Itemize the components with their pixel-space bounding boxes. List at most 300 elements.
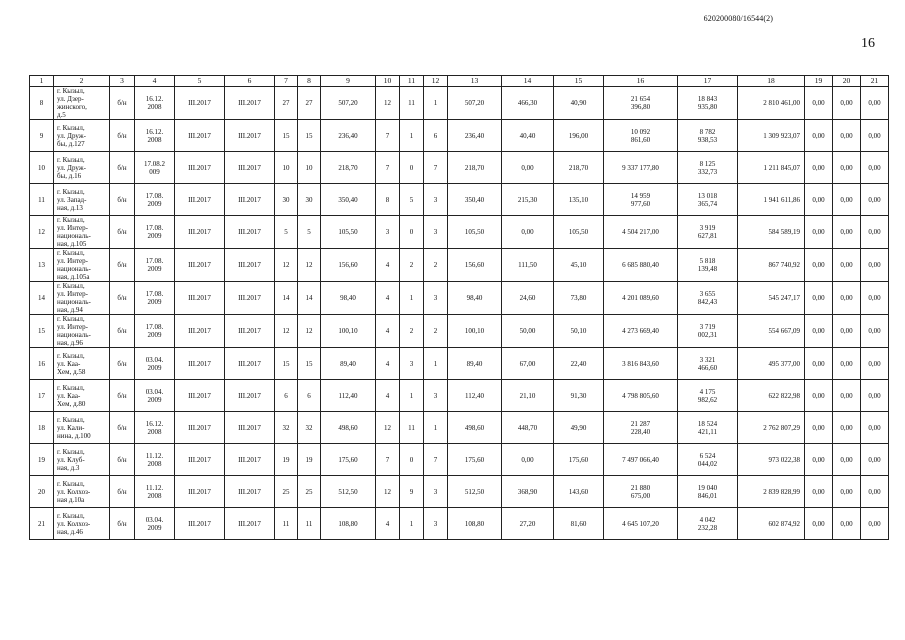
table-cell: 0,00 xyxy=(861,282,889,315)
column-header: 3 xyxy=(110,76,135,87)
table-cell: 15 xyxy=(298,348,321,380)
table-cell: III.2017 xyxy=(225,87,275,120)
column-header: 20 xyxy=(833,76,861,87)
table-cell: 0,00 xyxy=(861,348,889,380)
table-cell: III.2017 xyxy=(175,249,225,282)
table-cell: г. Кызыл, ул. Запад- ная, д.13 xyxy=(54,184,110,216)
table-cell: 1 xyxy=(400,380,424,412)
table-cell: 10 xyxy=(275,152,298,184)
table-cell: 3 321 466,60 xyxy=(678,348,738,380)
table-row xyxy=(30,184,889,216)
table-cell: III.2017 xyxy=(225,476,275,508)
table-cell: III.2017 xyxy=(225,184,275,216)
table-cell: 13 018 365,74 xyxy=(678,184,738,216)
table-cell: 8 782 938,53 xyxy=(678,120,738,152)
table-cell: 108,80 xyxy=(448,508,502,540)
table-cell: 4 798 805,60 xyxy=(604,380,678,412)
table-cell: 0,00 xyxy=(861,444,889,476)
table-cell: 0,00 xyxy=(861,508,889,540)
table-cell: 156,60 xyxy=(448,249,502,282)
table-cell: 50,10 xyxy=(554,315,604,348)
table-cell: 236,40 xyxy=(321,120,376,152)
table-cell: III.2017 xyxy=(175,315,225,348)
table-cell: III.2017 xyxy=(225,348,275,380)
table-cell: 21 880 675,00 xyxy=(604,476,678,508)
table-cell: 0,00 xyxy=(861,476,889,508)
table-cell: 12 xyxy=(30,216,54,249)
table-cell: 19 xyxy=(30,444,54,476)
table-cell: 45,10 xyxy=(554,249,604,282)
table-cell: III.2017 xyxy=(225,216,275,249)
table-cell: 4 xyxy=(376,348,400,380)
table-cell: III.2017 xyxy=(175,152,225,184)
table-cell: 512,50 xyxy=(321,476,376,508)
table-cell: 11 xyxy=(298,508,321,540)
table-cell: 7 xyxy=(424,444,448,476)
table-cell: 2 839 828,99 xyxy=(738,476,805,508)
table-cell: 91,30 xyxy=(554,380,604,412)
table-cell: 0,00 xyxy=(805,508,833,540)
table-cell: 4 xyxy=(376,315,400,348)
table-cell: 5 xyxy=(275,216,298,249)
table-cell: 507,20 xyxy=(448,87,502,120)
table-cell: 0,00 xyxy=(833,87,861,120)
table-cell: 236,40 xyxy=(448,120,502,152)
table-row xyxy=(30,249,889,282)
table-cell: 0,00 xyxy=(502,216,554,249)
table-cell: 6 xyxy=(424,120,448,152)
table-cell: III.2017 xyxy=(175,216,225,249)
column-header: 19 xyxy=(805,76,833,87)
table-cell: 0,00 xyxy=(833,348,861,380)
table-cell: 2 xyxy=(400,315,424,348)
table-cell: г. Кызыл, ул. Интер- националь- ная, д.105 xyxy=(54,216,110,249)
table-cell: III.2017 xyxy=(225,412,275,444)
table-cell: 89,40 xyxy=(448,348,502,380)
table-cell: 6 xyxy=(275,380,298,412)
table-cell: III.2017 xyxy=(175,120,225,152)
table-cell: 0 xyxy=(400,216,424,249)
table-cell: 0,00 xyxy=(861,152,889,184)
table-cell: III.2017 xyxy=(225,508,275,540)
table-cell: III.2017 xyxy=(225,444,275,476)
table-cell: 19 xyxy=(275,444,298,476)
table-cell: 40,90 xyxy=(554,87,604,120)
table-cell: б/н xyxy=(110,476,135,508)
table-row xyxy=(30,508,889,540)
table-cell: 19 040 846,01 xyxy=(678,476,738,508)
table-cell: 0,00 xyxy=(805,348,833,380)
table-header-row xyxy=(30,76,889,87)
column-header: 14 xyxy=(502,76,554,87)
table-cell: 545 247,17 xyxy=(738,282,805,315)
table-cell: 4 273 669,40 xyxy=(604,315,678,348)
table-cell: г. Кызыл, ул. Колхоз- ная, д.46 xyxy=(54,508,110,540)
table-cell: 105,50 xyxy=(554,216,604,249)
table-cell: 20 xyxy=(30,476,54,508)
table-cell: 4 175 982,62 xyxy=(678,380,738,412)
table-cell: III.2017 xyxy=(175,184,225,216)
table-cell: 11 xyxy=(30,184,54,216)
table-cell: III.2017 xyxy=(175,444,225,476)
table-cell: 2 810 461,00 xyxy=(738,87,805,120)
table-cell: 12 xyxy=(298,315,321,348)
table-cell: 16.12. 2008 xyxy=(135,120,175,152)
table-cell: 49,90 xyxy=(554,412,604,444)
table-cell: 21,10 xyxy=(502,380,554,412)
table-cell: 584 589,19 xyxy=(738,216,805,249)
table-cell: б/н xyxy=(110,412,135,444)
table-cell: 112,40 xyxy=(448,380,502,412)
table-cell: 17.08. 2009 xyxy=(135,184,175,216)
table-cell: 5 xyxy=(298,216,321,249)
table-cell: 4 645 107,20 xyxy=(604,508,678,540)
table-row xyxy=(30,120,889,152)
table-cell: 3 xyxy=(376,216,400,249)
table-cell: 218,70 xyxy=(448,152,502,184)
table-cell: 03.04. 2009 xyxy=(135,348,175,380)
table-cell: III.2017 xyxy=(175,412,225,444)
table-cell: 0,00 xyxy=(861,380,889,412)
table-cell: 6 524 044,02 xyxy=(678,444,738,476)
table-cell: III.2017 xyxy=(225,249,275,282)
table-cell: 218,70 xyxy=(554,152,604,184)
table-cell: г. Кызыл, ул. Интер- националь- ная, д.94 xyxy=(54,282,110,315)
table-cell: 867 740,92 xyxy=(738,249,805,282)
table-cell: 507,20 xyxy=(321,87,376,120)
table-cell: 368,90 xyxy=(502,476,554,508)
table-cell: 14 959 977,60 xyxy=(604,184,678,216)
table-cell: 112,40 xyxy=(321,380,376,412)
table-cell: 9 337 177,80 xyxy=(604,152,678,184)
table-cell: 4 201 089,60 xyxy=(604,282,678,315)
table-cell: 16.12. 2008 xyxy=(135,87,175,120)
table-cell: 16 xyxy=(30,348,54,380)
table-cell: 3 xyxy=(424,380,448,412)
table-cell: 0,00 xyxy=(861,87,889,120)
table-cell: 16.12. 2008 xyxy=(135,412,175,444)
table-cell: 100,10 xyxy=(321,315,376,348)
table-cell: г. Кызыл, ул. Каа- Хем, д.80 xyxy=(54,380,110,412)
table-cell: 12 xyxy=(275,315,298,348)
table-cell: б/н xyxy=(110,444,135,476)
table-cell: 1 211 845,07 xyxy=(738,152,805,184)
table-cell: б/н xyxy=(110,315,135,348)
table-cell: 554 667,09 xyxy=(738,315,805,348)
table-row xyxy=(30,476,889,508)
table-cell: 27 xyxy=(298,87,321,120)
table-cell: 0,00 xyxy=(833,380,861,412)
table-cell: 0,00 xyxy=(833,152,861,184)
table-cell: б/н xyxy=(110,87,135,120)
table-cell: 111,50 xyxy=(502,249,554,282)
table-cell: III.2017 xyxy=(175,282,225,315)
table-cell: б/н xyxy=(110,249,135,282)
table-cell: 12 xyxy=(298,249,321,282)
table-cell: 15 xyxy=(275,120,298,152)
table-cell: 27,20 xyxy=(502,508,554,540)
column-header: 10 xyxy=(376,76,400,87)
table-cell: г. Кызыл, ул. Друж- бы, д.127 xyxy=(54,120,110,152)
table-cell: 0,00 xyxy=(833,508,861,540)
table-cell: 6 xyxy=(298,380,321,412)
table-row xyxy=(30,348,889,380)
table-cell: 98,40 xyxy=(448,282,502,315)
table-cell: г. Кызыл, ул. Интер- националь- ная, д.105а xyxy=(54,249,110,282)
table-cell: 100,10 xyxy=(448,315,502,348)
table-cell: 5 818 139,48 xyxy=(678,249,738,282)
column-header: 12 xyxy=(424,76,448,87)
table-cell: 3 655 842,43 xyxy=(678,282,738,315)
table-cell: 3 919 627,81 xyxy=(678,216,738,249)
table-cell: г. Кызыл, ул. Кали- нина, д.100 xyxy=(54,412,110,444)
column-header: 15 xyxy=(554,76,604,87)
table-row xyxy=(30,216,889,249)
table-cell: 0,00 xyxy=(861,120,889,152)
table-cell: 135,10 xyxy=(554,184,604,216)
table-row xyxy=(30,87,889,120)
table-cell: 9 xyxy=(400,476,424,508)
table-cell: 602 874,92 xyxy=(738,508,805,540)
table-cell: 10 xyxy=(30,152,54,184)
table-cell: 15 xyxy=(275,348,298,380)
table-cell: 0,00 xyxy=(833,315,861,348)
table-cell: 2 xyxy=(400,249,424,282)
table-cell: 156,60 xyxy=(321,249,376,282)
table-cell: 2 762 807,29 xyxy=(738,412,805,444)
table-cell: 105,50 xyxy=(448,216,502,249)
column-header: 16 xyxy=(604,76,678,87)
table-cell: 4 xyxy=(376,282,400,315)
table-cell: 18 xyxy=(30,412,54,444)
table-cell: 18 843 935,80 xyxy=(678,87,738,120)
table-cell: 1 xyxy=(424,412,448,444)
table-cell: 175,60 xyxy=(321,444,376,476)
table-cell: 0,00 xyxy=(833,184,861,216)
table-row xyxy=(30,380,889,412)
table-cell: 3 xyxy=(424,184,448,216)
table-cell: 40,40 xyxy=(502,120,554,152)
table-cell: 3 xyxy=(424,508,448,540)
table-cell: 25 xyxy=(298,476,321,508)
table-cell: 30 xyxy=(275,184,298,216)
table-cell: 0,00 xyxy=(833,282,861,315)
table-cell: 1 309 923,07 xyxy=(738,120,805,152)
table-cell: 4 504 217,00 xyxy=(604,216,678,249)
table-cell: 175,60 xyxy=(448,444,502,476)
table-cell: 218,70 xyxy=(321,152,376,184)
table-cell: 0,00 xyxy=(833,476,861,508)
table-cell: 8 xyxy=(30,87,54,120)
table-cell: 6 685 880,40 xyxy=(604,249,678,282)
column-header: 18 xyxy=(738,76,805,87)
column-header: 13 xyxy=(448,76,502,87)
table-cell: 27 xyxy=(275,87,298,120)
table-cell: 32 xyxy=(298,412,321,444)
table-cell: г. Кызыл, ул. Каа- Хем, д.58 xyxy=(54,348,110,380)
table-cell: 21 287 228,40 xyxy=(604,412,678,444)
table-cell: 25 xyxy=(275,476,298,508)
table-cell: 15 xyxy=(30,315,54,348)
table-cell: 498,60 xyxy=(321,412,376,444)
table-cell: 81,60 xyxy=(554,508,604,540)
table-cell: 1 xyxy=(400,282,424,315)
document-id: 620200080/16544(2) xyxy=(703,14,773,23)
table-cell: 0,00 xyxy=(833,249,861,282)
table-cell: 973 022,38 xyxy=(738,444,805,476)
table-cell: 0,00 xyxy=(805,216,833,249)
table-cell: III.2017 xyxy=(225,380,275,412)
table-cell: 196,00 xyxy=(554,120,604,152)
table-cell: 11 xyxy=(400,87,424,120)
table-cell: 19 xyxy=(298,444,321,476)
table-cell: 0,00 xyxy=(833,412,861,444)
table-cell: г. Кызыл, ул. Клуб- ная, д.3 xyxy=(54,444,110,476)
column-header: 9 xyxy=(321,76,376,87)
table-cell: г. Кызыл, ул. Колхоз- ная д.10а xyxy=(54,476,110,508)
table-cell: 0,00 xyxy=(502,152,554,184)
table-cell: 67,00 xyxy=(502,348,554,380)
table-cell: 11 xyxy=(275,508,298,540)
table-cell: 622 822,98 xyxy=(738,380,805,412)
table-cell: б/н xyxy=(110,380,135,412)
table-cell: 0,00 xyxy=(805,282,833,315)
table-cell: 14 xyxy=(30,282,54,315)
table-cell: 105,50 xyxy=(321,216,376,249)
column-header: 4 xyxy=(135,76,175,87)
column-header: 1 xyxy=(30,76,54,87)
table-cell: III.2017 xyxy=(225,282,275,315)
table-cell: г. Кызыл, ул. Дзер- жинского, д.5 xyxy=(54,87,110,120)
table-cell: 4 xyxy=(376,508,400,540)
table-cell: 0,00 xyxy=(805,249,833,282)
table-cell: 50,00 xyxy=(502,315,554,348)
table-cell: III.2017 xyxy=(225,120,275,152)
table-cell: 11 xyxy=(400,412,424,444)
table-cell: 0,00 xyxy=(805,87,833,120)
table-cell: III.2017 xyxy=(175,380,225,412)
table-cell: 15 xyxy=(298,120,321,152)
table-cell: 17 xyxy=(30,380,54,412)
table-cell: 03.04. 2009 xyxy=(135,508,175,540)
table-cell: 3 816 843,60 xyxy=(604,348,678,380)
table-row xyxy=(30,444,889,476)
table-cell: 11.12. 2008 xyxy=(135,444,175,476)
table-cell: 32 xyxy=(275,412,298,444)
table-cell: б/н xyxy=(110,216,135,249)
table-cell: 4 042 232,28 xyxy=(678,508,738,540)
table-cell: 8 125 332,73 xyxy=(678,152,738,184)
table-cell: 2 xyxy=(424,249,448,282)
table-cell: 0,00 xyxy=(805,412,833,444)
table-cell: 30 xyxy=(298,184,321,216)
table-cell: 7 xyxy=(376,120,400,152)
table-cell: 0,00 xyxy=(502,444,554,476)
column-header: 5 xyxy=(175,76,225,87)
table-cell: 3 xyxy=(400,348,424,380)
column-header: 7 xyxy=(275,76,298,87)
table-cell: 89,40 xyxy=(321,348,376,380)
table-cell: 10 092 861,60 xyxy=(604,120,678,152)
table-row xyxy=(30,282,889,315)
table-cell: г. Кызыл, ул. Друж- бы, д.16 xyxy=(54,152,110,184)
table-cell: 3 xyxy=(424,282,448,315)
table-cell: 3 xyxy=(424,476,448,508)
page-number: 16 xyxy=(861,36,875,51)
table-cell: б/н xyxy=(110,120,135,152)
table-cell: 0,00 xyxy=(861,216,889,249)
table-cell: 10 xyxy=(298,152,321,184)
table-cell: III.2017 xyxy=(225,315,275,348)
data-table xyxy=(29,75,889,540)
table-cell: 0,00 xyxy=(833,120,861,152)
table-cell: 0,00 xyxy=(805,444,833,476)
table-cell: 12 xyxy=(376,412,400,444)
table-cell: 18 524 421,11 xyxy=(678,412,738,444)
table-cell: б/н xyxy=(110,348,135,380)
table-cell: 1 xyxy=(400,508,424,540)
table-cell: г. Кызыл, ул. Интер- националь- ная, д.96 xyxy=(54,315,110,348)
table-cell: 1 xyxy=(424,87,448,120)
table-cell: 12 xyxy=(376,87,400,120)
table-cell: 0,00 xyxy=(805,315,833,348)
table-cell: 98,40 xyxy=(321,282,376,315)
table-cell: 7 xyxy=(376,444,400,476)
table-cell: 0,00 xyxy=(833,216,861,249)
table-cell: 1 941 611,86 xyxy=(738,184,805,216)
table-cell: 0,00 xyxy=(833,444,861,476)
table-cell: III.2017 xyxy=(175,348,225,380)
table-cell: 350,40 xyxy=(321,184,376,216)
table-cell: б/н xyxy=(110,282,135,315)
table-row xyxy=(30,152,889,184)
table-cell: б/н xyxy=(110,184,135,216)
table-cell: 3 719 002,31 xyxy=(678,315,738,348)
table-cell: 0,00 xyxy=(805,184,833,216)
table-cell: 13 xyxy=(30,249,54,282)
table-cell: 4 xyxy=(376,380,400,412)
table-cell: 5 xyxy=(400,184,424,216)
column-header: 6 xyxy=(225,76,275,87)
table-cell: 11.12. 2008 xyxy=(135,476,175,508)
table-cell: 17.08. 2009 xyxy=(135,216,175,249)
table-cell: 3 xyxy=(424,216,448,249)
table-cell: 215,30 xyxy=(502,184,554,216)
table-cell: 17.08. 2009 xyxy=(135,282,175,315)
table-cell: 4 xyxy=(376,249,400,282)
table-cell: б/н xyxy=(110,152,135,184)
table-cell: 03.04. 2009 xyxy=(135,380,175,412)
table-cell: 17.08.2 009 xyxy=(135,152,175,184)
table-cell: 108,80 xyxy=(321,508,376,540)
table-cell: 0,00 xyxy=(805,120,833,152)
column-header: 8 xyxy=(298,76,321,87)
table-cell: 0,00 xyxy=(805,380,833,412)
table-cell: 498,60 xyxy=(448,412,502,444)
column-header: 2 xyxy=(54,76,110,87)
table-cell: 0 xyxy=(400,152,424,184)
column-header: 21 xyxy=(861,76,889,87)
table-cell: б/н xyxy=(110,508,135,540)
table-cell: 512,50 xyxy=(448,476,502,508)
table-cell: 17.08. 2009 xyxy=(135,315,175,348)
column-header: 17 xyxy=(678,76,738,87)
table-cell: 8 xyxy=(376,184,400,216)
table-cell: III.2017 xyxy=(225,152,275,184)
table-cell: III.2017 xyxy=(175,87,225,120)
table-cell: 24,60 xyxy=(502,282,554,315)
table-cell: 21 654 396,80 xyxy=(604,87,678,120)
